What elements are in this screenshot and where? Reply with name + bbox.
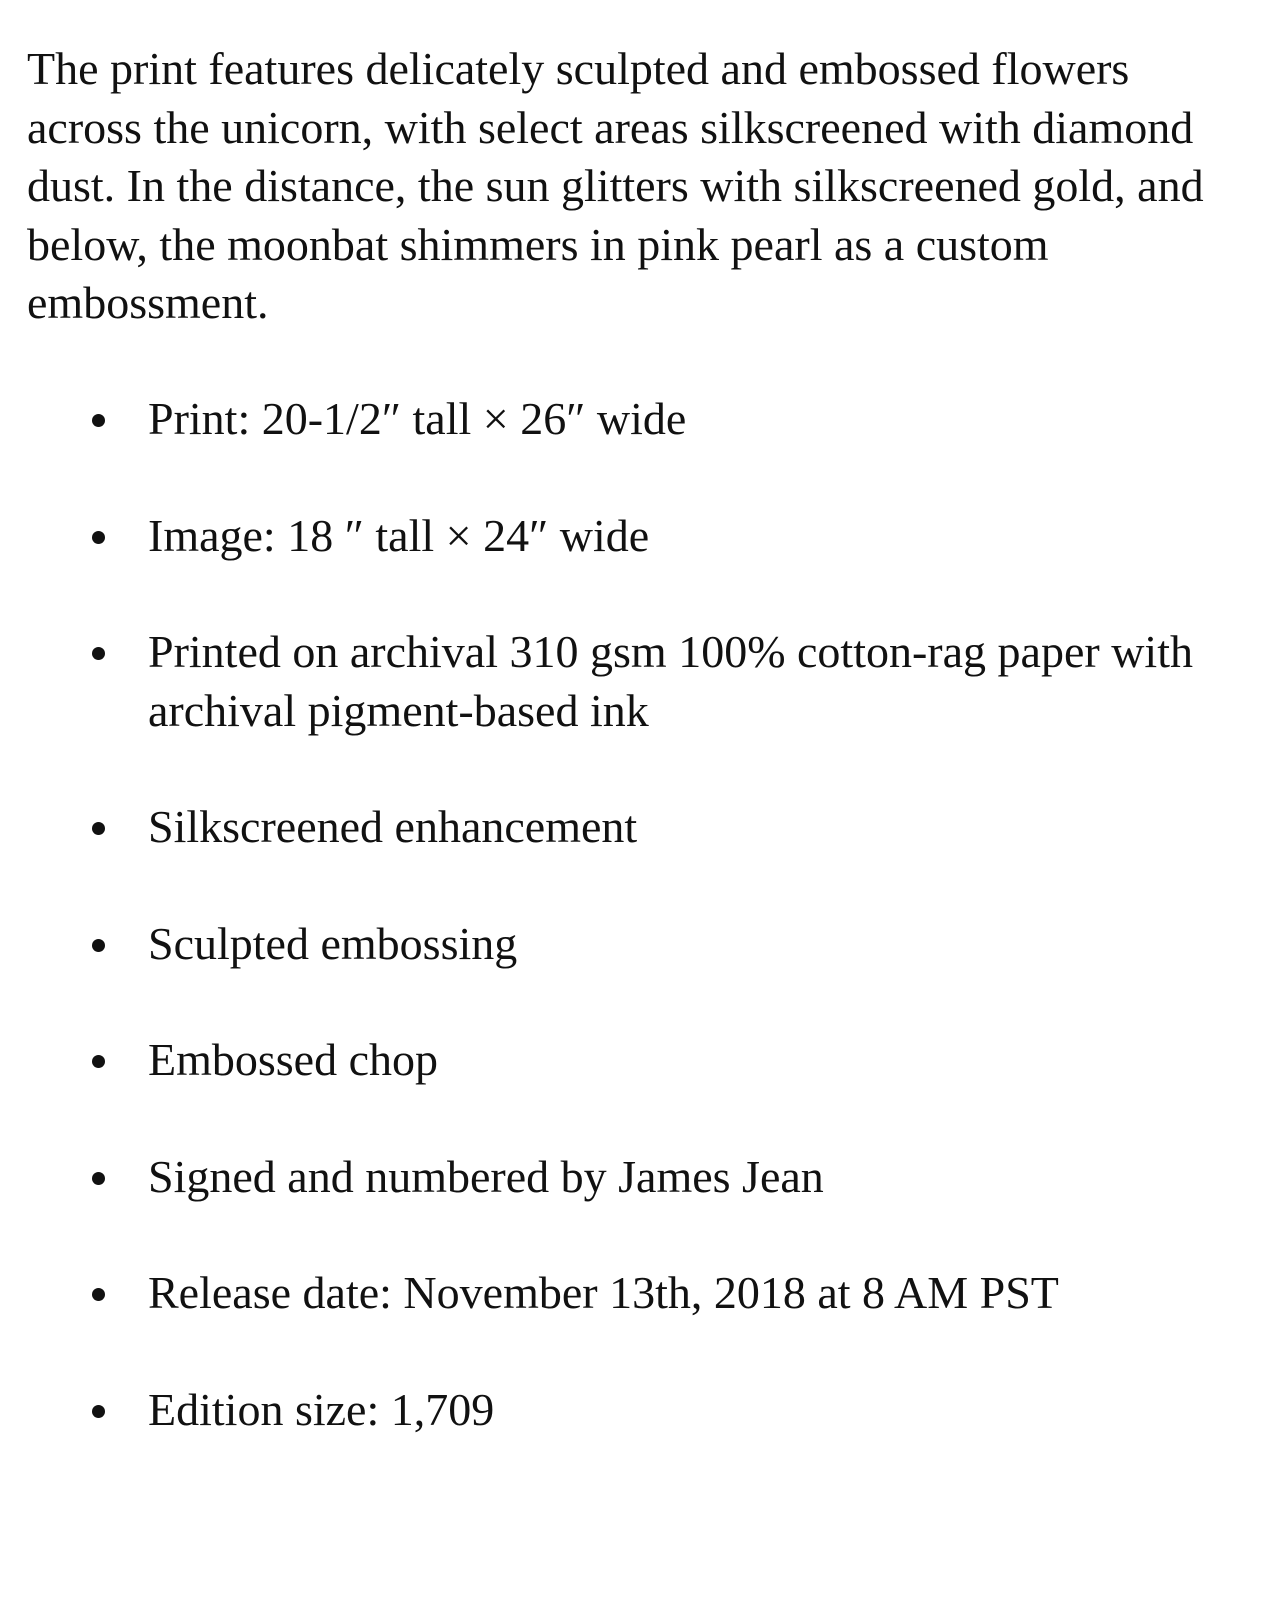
bullet-icon (92, 1405, 105, 1418)
spec-text: Image: 18 ″ tall × 24″ wide (148, 509, 650, 561)
bullet-icon (92, 647, 105, 660)
spec-item-print-size (0, 390, 1284, 449)
bullet-icon (92, 414, 105, 427)
bullet-icon (92, 822, 105, 835)
bullet-icon (92, 1288, 105, 1301)
spec-text: Silkscreened enhancement (148, 801, 638, 852)
spec-text: Embossed chop (148, 1034, 439, 1085)
spec-item-release-date (0, 1264, 1284, 1323)
spec-text: Printed on archival 310 gsm 100% cotton-rag paper with archival pigment-based ink (148, 626, 1193, 736)
spec-item-silkscreen (0, 798, 1284, 857)
bullet-icon (92, 1055, 105, 1068)
spec-text: Edition size: 1,709 (148, 1383, 495, 1435)
spec-item-paper (0, 623, 1284, 740)
spec-item-embossing (0, 915, 1284, 974)
spec-text: Release date: November 13th, 2018 at 8 AM PST (148, 1267, 1059, 1318)
bullet-icon (92, 531, 105, 544)
spec-item-image-size (0, 507, 1284, 566)
bullet-icon (92, 1172, 105, 1185)
spec-list (0, 390, 1284, 1497)
spec-item-chop (0, 1031, 1284, 1090)
bullet-icon (92, 939, 105, 952)
spec-item-edition-size (0, 1381, 1284, 1440)
intro-paragraph: The print features delicately sculpted and embossed flowers across the unicorn, with select areas silkscreened with diamond dust. In the distance, the sun glitters with silkscreened gold, and below, the moonbat shimmers in pink pearl as a custom embossment. (27, 43, 1204, 328)
spec-text: Sculpted embossing (148, 917, 518, 969)
spec-item-signed (0, 1148, 1284, 1207)
spec-text: Print: 20-1/2″ tall × 26″ wide (148, 393, 687, 444)
spec-text: Signed and numbered by James Jean (148, 1150, 824, 1202)
